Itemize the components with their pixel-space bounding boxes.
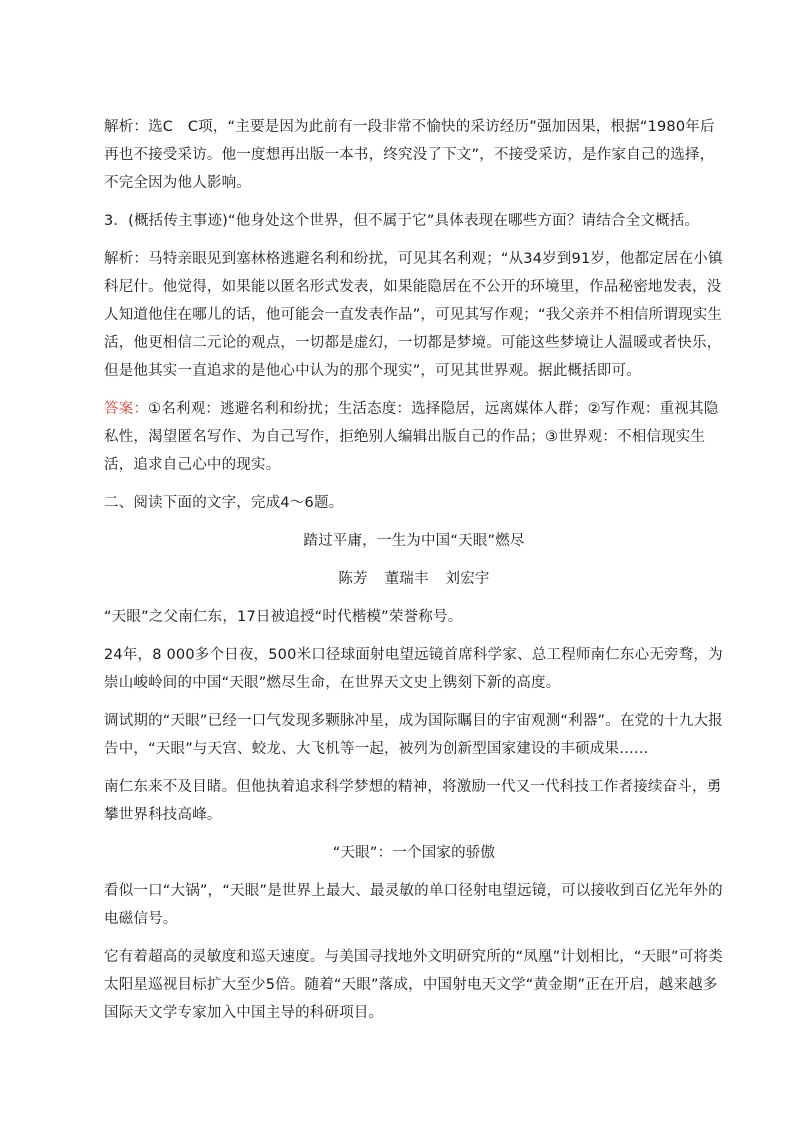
analysis-paragraph-1: 解析：选C C项，“主要是因为此前有一段非常不愉快的采访经历”强加因果，根据“1980年后再也不接受采访。他一度想再出版一本书，终究没了下文”，不接受采访，是作家自己的选择，不完全因为他人影响。 — [104, 119, 715, 191]
article-paragraph: 南仁东来不及目睹。但他执着追求科学梦想的精神，将激励一代又一代科技工作者接续奋斗，勇攀世界科技高峰。 — [104, 779, 722, 823]
answer-label: 答案： — [104, 401, 149, 417]
analysis-paragraph-2: 解析：马特亲眼见到塞林格逃避名利和纷扰，可见其名利观；“从34岁到91岁，他都定居在小镇科尼什。他觉得，如果能以匿名形式发表，如果能隐居在不公开的环境里，作品秘密地发表，没人知道他住在哪儿的话，他可能会一直发表作品”，可见其写作观；“我父亲并不相信所谓现实生活，他更相信二元论的观点，一切都是虚幻，一切都是梦境。可能这些梦境让人温暖或者快乐，但是他其实一直追求的是他心中认为的那个现实”，可见其世界观。据此概括即可。 — [104, 251, 723, 379]
question-3: 3．(概括传主事迹)“他身处这个世界，但不属于它”具体表现在哪些方面？请结合全文概括。 — [104, 213, 700, 229]
author-name: 董瑞丰 — [384, 571, 429, 587]
article-paragraph: 调试期的“天眼”已经一口气发现多颗脉冲星，成为国际瞩目的宇宙观测“利器”。在党的十九大报告中，“天眼”与天宫、蛟龙、大飞机等一起，被列为创新型国家建设的丰硕成果…… — [104, 713, 723, 757]
article-paragraph: 24年，8 000多个日夜，500米口径球面射电望远镜首席科学家、总工程师南仁东心无旁骛，为崇山峻岭间的中国“天眼”燃尽生命，在世界天文史上镌刻下新的高度。 — [104, 647, 723, 691]
document-page — [104, 113, 724, 1037]
author-name: 刘宏宇 — [445, 571, 490, 587]
section-heading: 二、阅读下面的文字，完成4～6题。 — [104, 495, 344, 511]
author-name: 陈芳 — [338, 571, 368, 587]
article-subtitle: “天眼”：一个国家的骄傲 — [332, 845, 496, 861]
answer-text: ①名利观：逃避名利和纷扰；生活态度：选择隐居，远离媒体人群；②写作观：重视其隐私性，渴望匿名写作、为自己写作，拒绝别人编辑出版自己的作品；③世界观：不相信现实生活，追求自己心中的现实。 — [104, 401, 719, 473]
answer-paragraph — [104, 395, 724, 479]
article-authors — [104, 565, 724, 593]
article-paragraph: “天眼”之父南仁东，17日被追授“时代楷模”荣誉称号。 — [104, 609, 463, 625]
article-paragraph: 它有着超高的灵敏度和巡天速度。与美国寻找地外文明研究所的“凤凰”计划相比，“天眼”可将类太阳星巡视目标扩大至少5倍。随着“天眼”落成，中国射电天文学“黄金期”正在开启，越来越多国际天文学专家加入中国主导的科研项目。 — [104, 949, 723, 1021]
article-paragraph: 看似一口“大锅”，“天眼”是世界上最大、最灵敏的单口径射电望远镜，可以接收到百亿光年外的电磁信号。 — [104, 883, 723, 927]
article-title: 踏过平庸，一生为中国“天眼”燃尽 — [303, 533, 525, 549]
